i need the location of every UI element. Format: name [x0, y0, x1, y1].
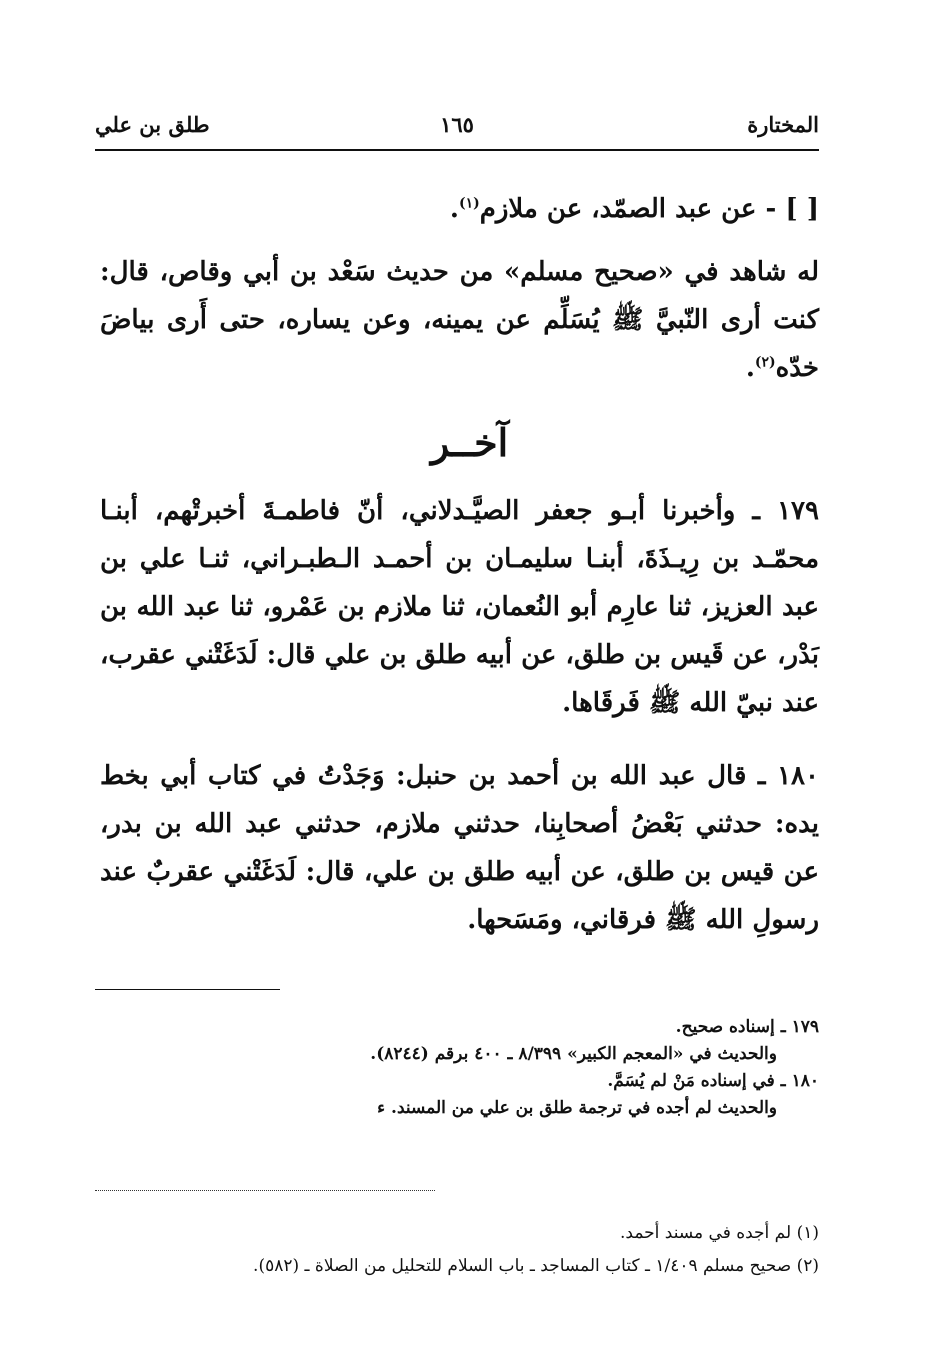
- footnote-separator: [95, 1190, 435, 1191]
- intro-line-text: [ ] - عن عبد الصمّد، عن ملازم: [479, 194, 819, 224]
- running-header: [95, 112, 819, 148]
- intro-line: [ ] - عن عبد الصمّد، عن ملازم$^{(١)}$.: [449, 194, 819, 224]
- shahid-paragraph: له شاهد في «صحيح مسلم» من حديث سَعْد بن أبي وقاص، قال: كنت أرى النّبيَّ ﷺ يُسَلِّم عن يمينه، وعن يساره، حتى أَرى بياضَ خدّه$^{(٢)}$.: [100, 257, 819, 383]
- section-heading: آخــر: [430, 420, 509, 465]
- footnote-line: (١) لم أجده في مسند أحمد.: [620, 1223, 819, 1243]
- header-rule: [95, 149, 819, 151]
- note-line: ١٨٠ ـ في إسناده مَنْ لم يُسَمَّ.: [607, 1071, 819, 1091]
- footnote-ref-1: (١): [458, 195, 480, 212]
- hadith-180: ١٨٠ ـ قال عبد الله بن أحمد بن حنبل: وَجَدْتُ في كتاب أبي بخط يده: حدثني بَعْضُ أصحابِنا، حدثني ملازم، حدثني عبد الله بن بدر، عن قيس بن طلق، عن أبيه طلق بن علي، قال: لَدَغَتْني عقربٌ عند رسولِ الله ﷺ فرقاني، ومَسَحها.: [100, 761, 819, 935]
- editor-notes: [100, 1014, 819, 1122]
- note-line: ١٧٩ ـ إسناده صحيح.: [675, 1017, 819, 1037]
- page-number: ١٦٥: [440, 112, 474, 137]
- header-section-title: طلق بن علي: [95, 112, 210, 137]
- footnote-ref-2: (٢): [754, 354, 776, 371]
- footnotes: [100, 1217, 819, 1283]
- note-line: والحديث في «المعجم الكبير» ٨/٣٩٩ ـ ٤٠٠ برقم (٨٢٤٤).: [370, 1044, 777, 1064]
- note-line: والحديث لم أجده في ترجمة طلق بن علي من المسند. ء: [377, 1098, 777, 1118]
- notes-separator: [95, 989, 280, 990]
- footnote-line: (٢) صحيح مسلم ١/٤٠٩ ـ كتاب المساجد ـ باب السلام للتحليل من الصلاة ـ (٥٨٢).: [253, 1256, 819, 1276]
- shahid-text: له شاهد في «صحيح مسلم» من حديث سَعْد بن أبي وقاص، قال: كنت أرى النّبيَّ ﷺ يُسَلِّم عن يمينه، وعن يساره، حتى أَرى بياضَ خدّه: [100, 257, 819, 383]
- hadith-179: ١٧٩ ـ وأخبرنا أبـو جعفر الصيَّـدلاني، أنّ فاطمـةَ أخبرتْهم، أبنـا محمّـد بن رِيـذَةَ، أبنـا سليمـان بن أحمـد الـطبـراني، ثنـا علي بن عبد العزيز، ثنا عارِم أبو النُعمان، ثنا ملازم بن عَمْرو، ثنا عبد الله بن بَدْر، عن قَيس بن طلق، عن أبيه طلق بن علي قال: لَدَغَتْني عقرب، عند نبيّ الله ﷺ فَرقَاها.: [100, 496, 819, 718]
- header-book-title: المختارة: [747, 112, 819, 137]
